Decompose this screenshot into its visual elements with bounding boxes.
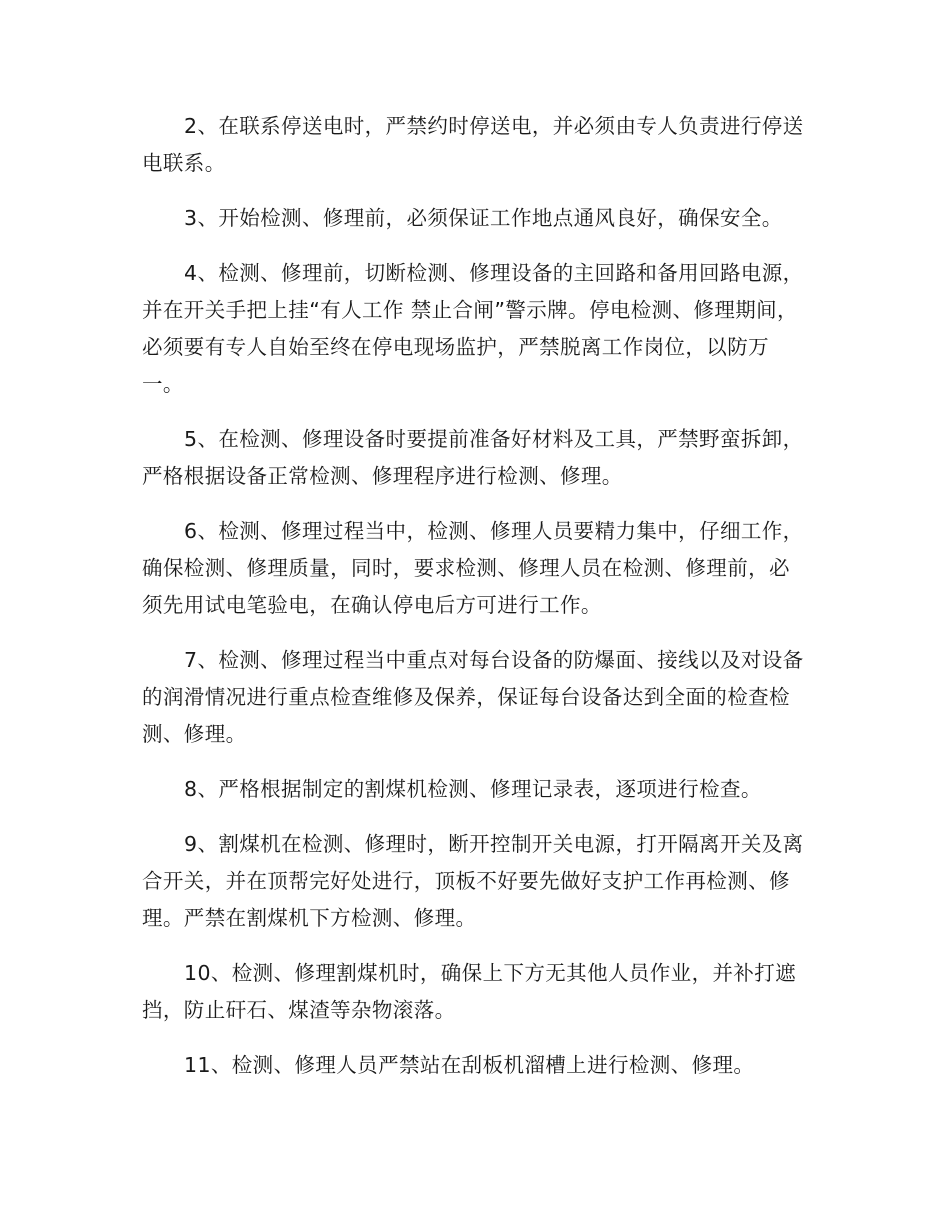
- paragraph-item-6: 6、检测、修理过程当中，检测、修理人员要精力集中，仔细工作，确保检测、修理质量，同时，要求检测、修理人员在检测、修理前，必须先用试电笔验电，在确认停电后方可进行工作。: [142, 519, 804, 617]
- paragraph-item-11: 11、检测、修理人员严禁站在刮板机溜槽上进行检测、修理。: [184, 1053, 755, 1077]
- paragraph-item-7: 7、检测、修理过程当中重点对每台设备的防爆面、接线以及对设备的润滑情况进行重点检查维修及保养，保证每台设备达到全面的检查检测、修理。: [142, 648, 804, 746]
- paragraph-item-10: 10、检测、修理割煤机时，确保上下方无其他人员作业，并补打遮挡，防止矸石、煤渣等杂物滚落。: [142, 961, 797, 1022]
- paragraph-item-8: 8、严格根据制定的割煤机检测、修理记录表，逐项进行检查。: [184, 777, 762, 801]
- paragraph-item-3: 3、开始检测、修理前，必须保证工作地点通风良好，确保安全。: [184, 206, 783, 230]
- document-body: [142, 108, 810, 1102]
- paragraph-item-4: 4、检测、修理前，切断检测、修理设备的主回路和备用回路电源，并在开关手把上挂“有人工作 禁止合闸”警示牌。停电检测、修理期间，必须要有专人自始至终在停电现场监护，严禁脱离工作岗位，以防万一。: [142, 261, 804, 396]
- paragraph-item-5: 5、在检测、修理设备时要提前准备好材料及工具，严禁野蛮拆卸，严格根据设备正常检测、修理程序进行检测、修理。: [142, 427, 804, 488]
- paragraph-item-2: 2、在联系停送电时，严禁约时停送电，并必须由专人负责进行停送电联系。: [142, 114, 804, 175]
- paragraph-item-9: 9、割煤机在检测、修理时，断开控制开关电源，打开隔离开关及离合开关，并在顶帮完好处进行，顶板不好要先做好支护工作再检测、修理。严禁在割煤机下方检测、修理。: [142, 832, 804, 930]
